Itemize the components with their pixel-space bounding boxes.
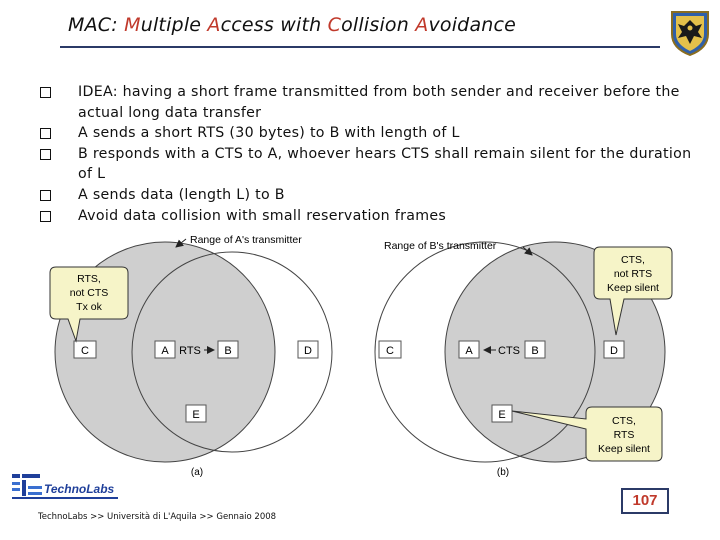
cts-message-label: CTS <box>498 345 520 357</box>
slide-title <box>68 14 516 36</box>
bullet-item: A sends data (length L) to B <box>40 185 710 206</box>
callout-d-line3: Keep silent <box>607 282 659 294</box>
title-divider <box>60 46 660 48</box>
checkbox-bullet-icon <box>40 149 51 160</box>
bullet-item: B responds with a CTS to A, whoever hears CTS shall remain silent for the duration of L <box>40 144 710 185</box>
panel-a <box>50 234 332 478</box>
title-highlight-letter: C <box>327 14 342 36</box>
node-e-label: E <box>192 409 200 421</box>
callout-c-line2: not CTS <box>69 287 109 299</box>
callout-e-line2: RTS <box>613 429 635 441</box>
title-highlight-letter: A <box>415 14 429 36</box>
node-b-label: B <box>531 345 539 357</box>
bullet-item: IDEA: having a short frame transmitted from both sender and receiver before the actual long data transfer <box>40 82 710 123</box>
bullet-list <box>40 82 710 226</box>
page-number: 107 <box>621 488 669 514</box>
node-d-label: D <box>610 345 618 357</box>
node-c-label: C <box>386 345 394 357</box>
node-d-label: D <box>304 345 312 357</box>
callout-e-line3: Keep silent <box>598 443 650 455</box>
node-b-label: B <box>224 345 232 357</box>
node-c-label: C <box>81 345 89 357</box>
caption-a: (a) <box>190 467 204 478</box>
title-text-segment: ollision <box>341 14 416 36</box>
node-a-label: A <box>161 345 169 357</box>
callout-c-line1: RTS, <box>77 273 101 285</box>
title-highlight-letter: A <box>207 14 221 36</box>
footer-text: TechnoLabs >> Università di L'Aquila >> Gennaio 2008 <box>38 512 277 522</box>
checkbox-bullet-icon <box>40 128 51 139</box>
title-text-segment: ultiple <box>140 14 208 36</box>
callout-d-line2: not RTS <box>613 268 653 280</box>
caption-b: (b) <box>496 467 510 478</box>
title-text-segment: voidance <box>428 14 517 36</box>
checkbox-bullet-icon <box>40 87 51 98</box>
bullet-item: A sends a short RTS (30 bytes) to B with length of L <box>40 123 710 144</box>
checkbox-bullet-icon <box>40 211 51 222</box>
panel-b <box>375 240 672 478</box>
callout-e-line1: CTS, <box>612 415 636 427</box>
rts-message-label: RTS <box>179 345 201 357</box>
callout-d-line1: CTS, <box>621 254 645 266</box>
range-a-label: Range of A's transmitter <box>190 234 302 246</box>
university-crest-icon <box>668 8 712 56</box>
range-b-label: Range of B's transmitter <box>384 240 497 252</box>
rts-cts-diagram <box>0 225 720 485</box>
node-a-label: A <box>465 345 473 357</box>
title-text-segment: MAC: <box>68 14 125 36</box>
bullet-item: Avoid data collision with small reservation frames <box>40 206 710 227</box>
logo-text: TechnoLabs <box>44 482 115 496</box>
title-highlight-letter: M <box>124 14 141 36</box>
title-text-segment: ccess with <box>220 14 328 36</box>
checkbox-bullet-icon <box>40 190 51 201</box>
callout-c-line3: Tx ok <box>76 301 102 313</box>
node-e-label: E <box>498 409 506 421</box>
